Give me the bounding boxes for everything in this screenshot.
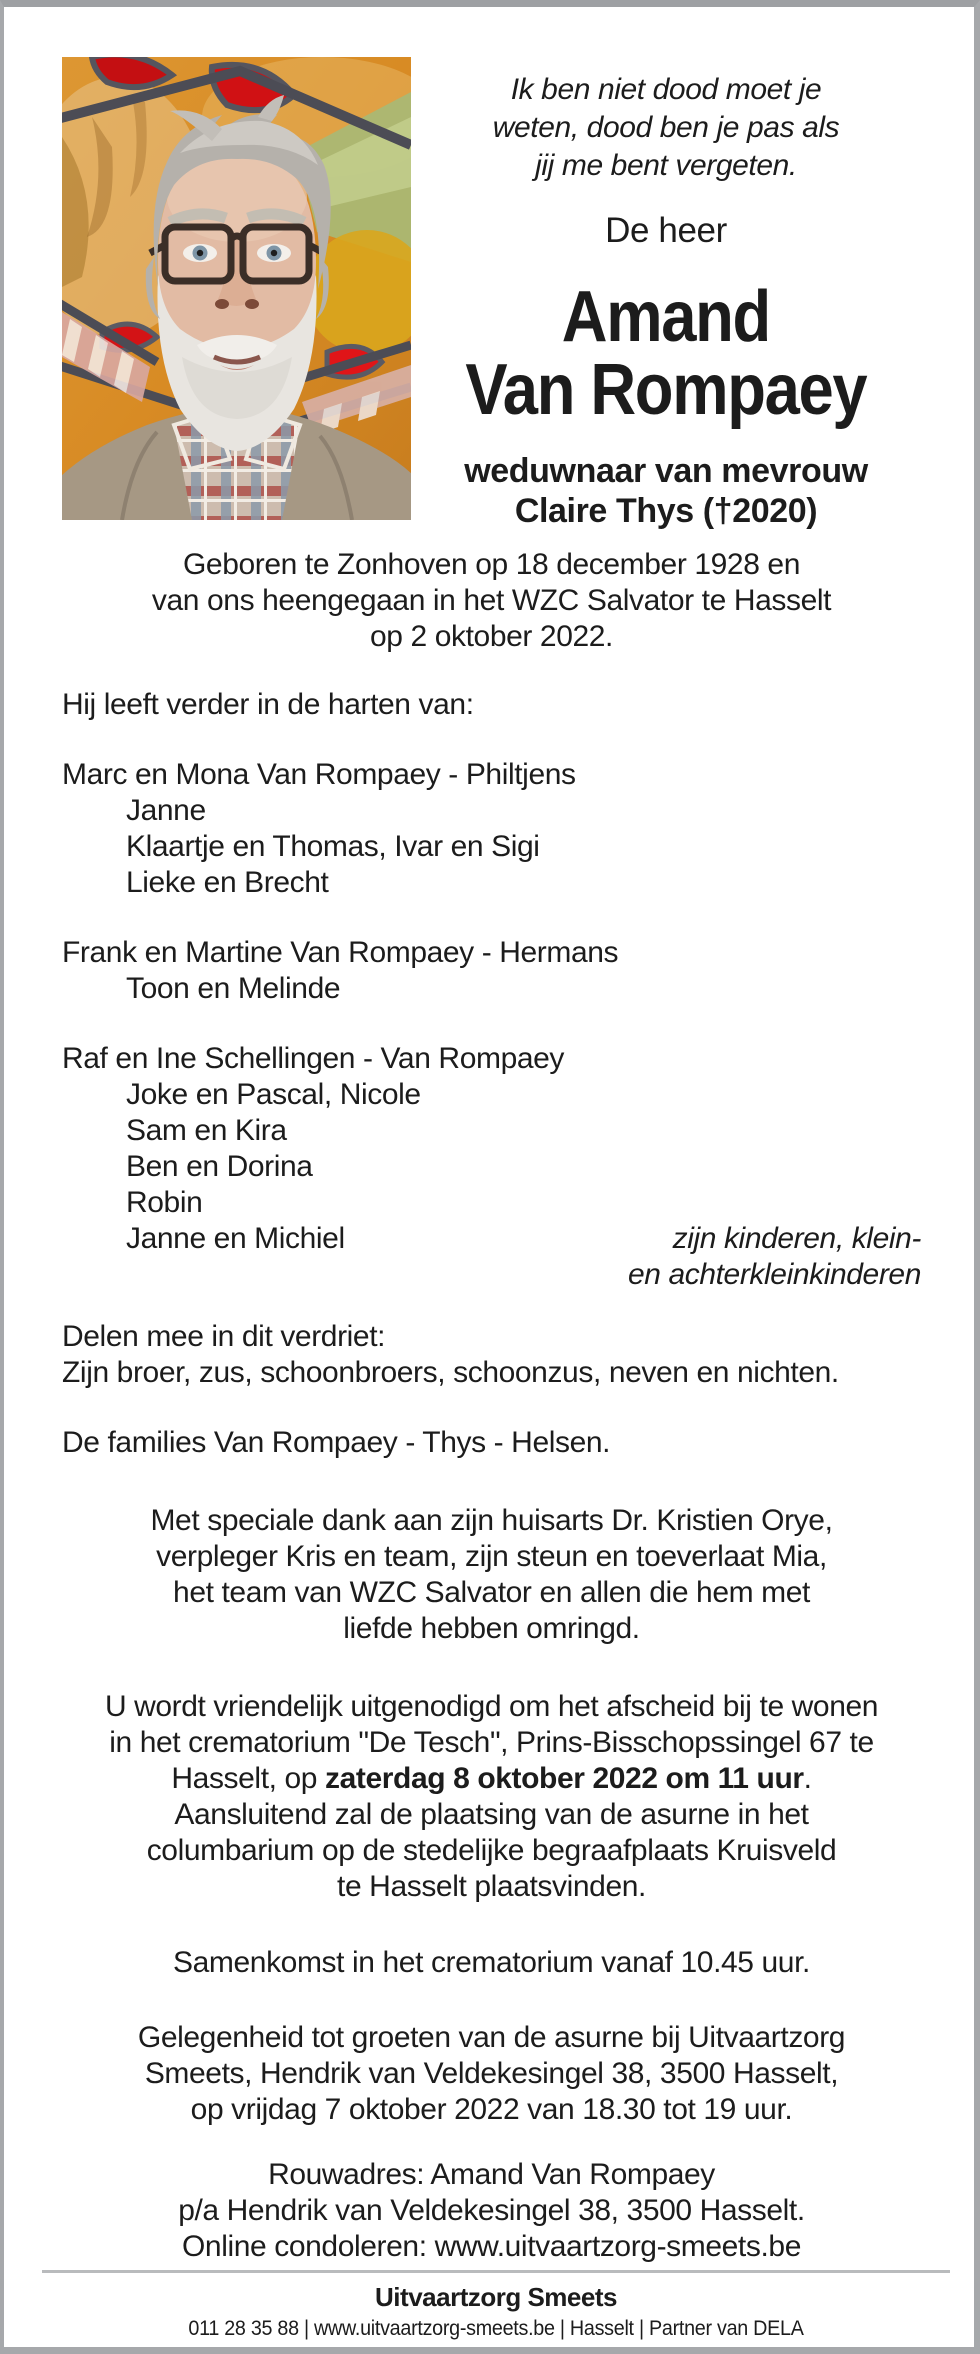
family-child: Lieke en Brecht (126, 866, 329, 899)
family-child: Ben en Dorina (126, 1150, 313, 1183)
family-child: Toon en Melinde (126, 972, 341, 1005)
portrait-photo (62, 57, 411, 520)
gathering-line: Samenkomst in het crematorium vanaf 10.45 uur. (173, 1946, 810, 1979)
memorial-quote (493, 71, 840, 185)
footer-divider (42, 2270, 950, 2273)
salutation: De heer (605, 211, 727, 250)
survivors-intro: Hij leeft verder in de harten van: (62, 688, 474, 721)
deceased-last-name: Van Rompaey (465, 350, 867, 430)
family-child: Janne (126, 794, 206, 827)
family-group-raf (62, 1041, 921, 1293)
widower-note: weduwnaar van mevrouw Claire Thys (†2020) (464, 452, 868, 530)
funeral-home-footer (42, 2270, 950, 2341)
ceremony-date-line: Hasselt, op zaterdag 8 oktober 2022 om 11 uur. (171, 1762, 812, 1795)
ceremony-paragraph: U wordt vriendelijk uitgenodigd om het afscheid bij te wonen in het crematorium "De Tesch", Prins-Bisschopssingel 67 te Hasselt, op zaterdag 8 oktober 2022 om 11 uur. Aansluitend zal de plaatsing van de asurne in het columbarium op de stedelijke begraafplaats Kruisveld te Hasselt plaatsvinden. (62, 1689, 921, 1905)
funeral-home-contact: 011 28 35 88 | www.uitvaartzorg-smeets.be | Hasselt | Partner van DELA (188, 2317, 804, 2340)
family-group-marc (62, 757, 921, 901)
mourning-address: Rouwadres: Amand Van Rompaey p/a Hendrik van Veldekesingel 38, 3500 Hasselt. Online condoleren: www.uitvaartzorg-smeets.be (178, 2158, 805, 2263)
family-child: Janne en Michiel (126, 1222, 345, 1255)
family-child: Robin (126, 1186, 203, 1219)
family-child: Klaartje en Thomas, Ivar en Sigi (126, 830, 540, 863)
ceremony-date-bold: zaterdag 8 oktober 2022 om 11 uur (325, 1762, 804, 1795)
family-head: Marc en Mona Van Rompaey - Philtjens (62, 758, 576, 791)
funeral-home-name: Uitvaartzorg Smeets (375, 2282, 617, 2312)
portrait-illustration (62, 57, 411, 520)
families-line: De families Van Rompaey - Thys - Helsen. (62, 1426, 611, 1459)
quote-line: Ik ben niet dood moet je (510, 73, 822, 106)
quote-line: jij me bent vergeten. (535, 149, 797, 182)
deceased-name (465, 277, 867, 430)
family-group-frank (62, 935, 921, 1007)
greeting-paragraph: Gelegenheid tot groeten van de asurne bij Uitvaartzorg Smeets, Hendrik van Veldekesingel 38, 3500 Hasselt, op vrijdag 7 oktober 2022 van 18.30 tot 19 uur. (137, 2021, 846, 2126)
quote-line: weten, dood ben je pas als (492, 111, 840, 144)
birth-death-paragraph: Geboren te Zonhoven op 18 december 1928 en van ons heengegaan in het WZC Salvator te Hasselt op 2 oktober 2022. (151, 548, 832, 653)
mourning-paragraph: Delen mee in dit verdriet: Zijn broer, zus, schoonbroers, schoonzus, neven en nichten. (62, 1320, 839, 1389)
header-section (62, 57, 921, 531)
descendants-note-line: zijn kinderen, klein- (672, 1222, 921, 1255)
thanks-paragraph: Met speciale dank aan zijn huisarts Dr. Kristien Orye, verpleger Kris en team, zijn steun en toeverlaat Mia, het team van WZC Salvator en allen die hem met liefde hebben omringd. (150, 1504, 833, 1645)
family-head: Raf en Ine Schellingen - Van Rompaey (62, 1042, 565, 1075)
family-child: Joke en Pascal, Nicole (126, 1078, 421, 1111)
family-head: Frank en Martine Van Rompaey - Hermans (62, 936, 619, 969)
descendants-note-line: en achterkleinkinderen (627, 1258, 921, 1291)
family-child: Sam en Kira (126, 1114, 287, 1147)
deceased-first-name: Amand (561, 277, 771, 357)
